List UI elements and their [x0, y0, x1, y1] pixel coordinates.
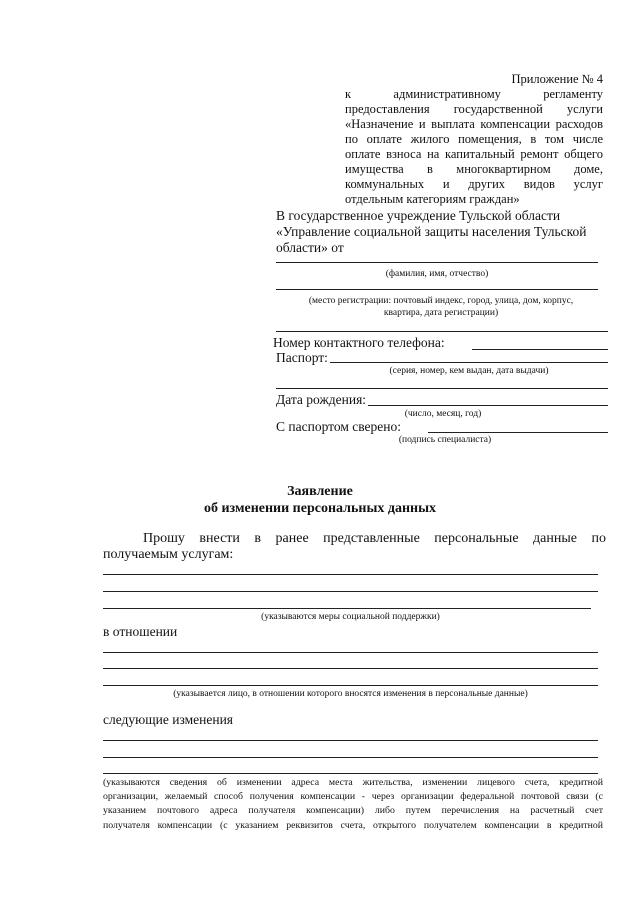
person-field-line-1[interactable] [103, 652, 598, 653]
appendix-line: отдельным категориям граждан» [345, 192, 520, 206]
birth-date-field-line[interactable] [368, 405, 608, 406]
registration-field-line-2[interactable] [276, 331, 608, 332]
addressee-block [276, 208, 606, 256]
registration-caption: квартира, дата регистрации) [383, 308, 499, 318]
person-field-line-3[interactable] [103, 685, 598, 686]
changes-note-line: получателя компенсации (с указанием реквизитов счета, открытого получателем компенсации в кредитной [103, 819, 603, 831]
appendix-line: коммунальных и других видов услуг [345, 177, 603, 191]
passport-field-line[interactable] [330, 362, 608, 363]
specialist-signature-caption: (подпись специалиста) [398, 435, 492, 445]
addressee-line: «Управление социальной защиты населения Тульской [276, 224, 587, 239]
passport-label: Паспорт: [276, 350, 328, 365]
appendix-line: по оплате жилого помещения, в том числе [345, 132, 603, 146]
person-field-line-2[interactable] [103, 668, 598, 669]
addressee-line: области» от [276, 240, 344, 255]
changes-note-line: указанием почтового адреса получателя компенсации) либо путем перечисления на расчетный счет [103, 805, 603, 817]
fio-field-line[interactable] [276, 262, 598, 263]
person-caption: (указывается лицо, в отношении которого вносятся изменения в персональные данные) [173, 689, 528, 699]
appendix-line: предоставления государственной услуги [345, 102, 603, 116]
appendix-line: «Назначение и выплата компенсации расходов [345, 117, 603, 131]
services-caption: (указываются меры социальной поддержки) [261, 612, 440, 622]
appendix-header [345, 72, 603, 207]
passport-caption: (серия, номер, кем выдан, дата выдачи) [389, 366, 549, 376]
regarding-label: в отношении [103, 624, 178, 639]
passport-field-line-2[interactable] [276, 388, 608, 389]
phone-field-line[interactable] [472, 349, 608, 350]
request-paragraph [103, 531, 606, 563]
appendix-line: к административному регламенту [345, 87, 603, 101]
document-title: Заявление [287, 484, 353, 499]
changes-field-line-2[interactable] [103, 757, 598, 758]
birth-date-label: Дата рождения: [276, 392, 367, 407]
registration-field-line[interactable] [276, 289, 598, 290]
appendix-text [345, 87, 603, 207]
changes-note [103, 776, 603, 833]
appendix-number: Приложение № 4 [511, 72, 603, 86]
appendix-line: имущества в многоквартирном доме, [345, 162, 603, 176]
changes-label: следующие изменения [103, 712, 234, 727]
services-field-line-3[interactable] [103, 608, 591, 609]
services-field-line-2[interactable] [103, 591, 598, 592]
services-field-line-1[interactable] [103, 574, 598, 575]
fio-caption: (фамилия, имя, отчество) [385, 269, 489, 279]
addressee-line: В государственное учреждение Тульской области [276, 208, 561, 223]
specialist-signature-line[interactable] [428, 432, 608, 433]
changes-field-line-3[interactable] [103, 773, 598, 774]
request-intro-text: Прошу внести в ранее представленные персональные данные по получаемым услугам: [103, 531, 606, 562]
changes-note-line: организации, желаемый способ получения компенсации - через организации федеральной почтовой связи (с [103, 791, 603, 803]
registration-caption: (место регистрации: почтовый индекс, город, улица, дом, корпус, [308, 296, 574, 306]
document-subtitle: об изменении персональных данных [203, 501, 437, 516]
passport-checked-label: С паспортом сверено: [276, 419, 402, 434]
phone-label: Номер контактного телефона: [273, 335, 445, 350]
appendix-line: оплате взноса на капитальный ремонт общего [345, 147, 603, 161]
changes-note-line: (указываются сведения об изменении адреса места жительства, изменении лицевого счета, кредитной [103, 777, 603, 788]
birth-date-caption: (число, месяц, год) [404, 409, 482, 419]
changes-field-line-1[interactable] [103, 740, 598, 741]
